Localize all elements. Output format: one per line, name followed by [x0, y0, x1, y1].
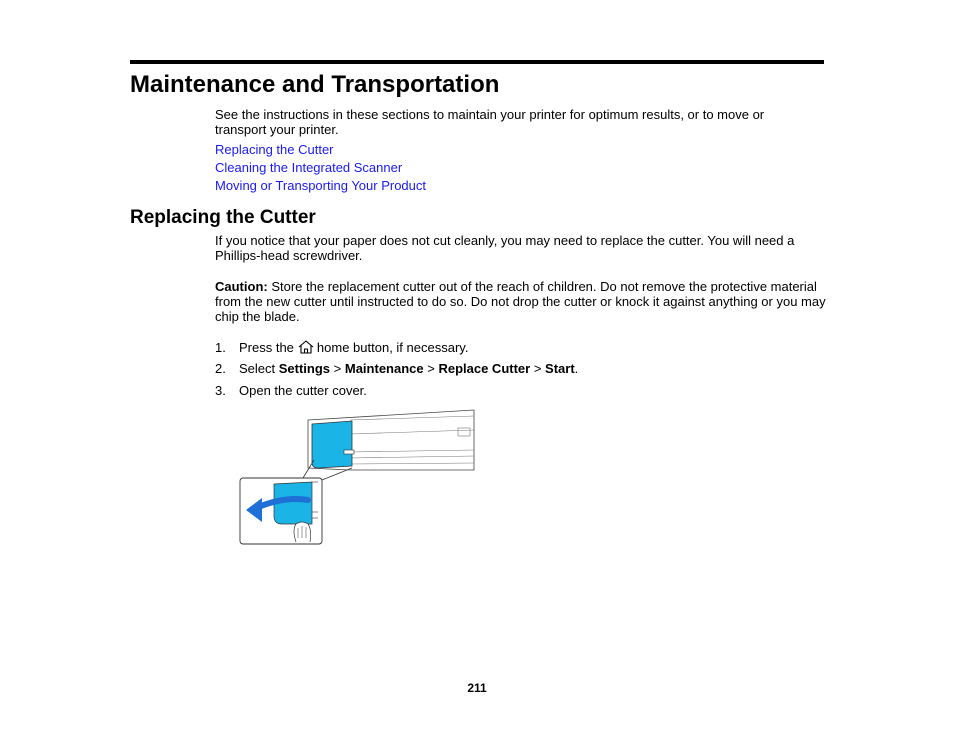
caution-text: Store the replacement cutter out of the reach of children. Do not remove the protective material from the new cutter until instructed to do so. Do not drop the cutter or knock it against anything or you may chip the blade.	[215, 279, 826, 324]
menu-replace-cutter: Replace Cutter	[438, 361, 531, 376]
top-rule	[130, 60, 824, 64]
link-moving-product[interactable]: Moving or Transporting Your Product	[215, 178, 427, 193]
section-heading: Replacing the Cutter	[130, 207, 316, 228]
menu-maintenance: Maintenance	[344, 361, 424, 376]
step-2: 2. Select Settings > Maintenance > Replace Cutter > Start.	[215, 361, 579, 376]
page-number: 211	[467, 681, 487, 695]
step-1: 1. Press the home button, if necessary.	[215, 340, 469, 355]
step-3: 3. Open the cutter cover.	[215, 383, 367, 398]
cutter-cover-illustration	[238, 408, 476, 548]
intro-paragraph: See the instructions in these sections to maintain your printer for optimum results, or to move or transport your printer.	[215, 107, 765, 137]
page-title: Maintenance and Transportation	[130, 71, 500, 98]
caution-label: Caution:	[215, 279, 268, 294]
home-icon	[298, 340, 314, 354]
section-paragraph: If you notice that your paper does not cut cleanly, you may need to replace the cutter. You will need a Phillips-head screwdriver.	[215, 233, 795, 263]
caution-paragraph	[215, 279, 827, 324]
menu-start: Start	[545, 361, 575, 376]
menu-settings: Settings	[278, 361, 331, 376]
link-cleaning-scanner[interactable]: Cleaning the Integrated Scanner	[215, 160, 403, 175]
link-replacing-cutter[interactable]: Replacing the Cutter	[215, 142, 334, 157]
